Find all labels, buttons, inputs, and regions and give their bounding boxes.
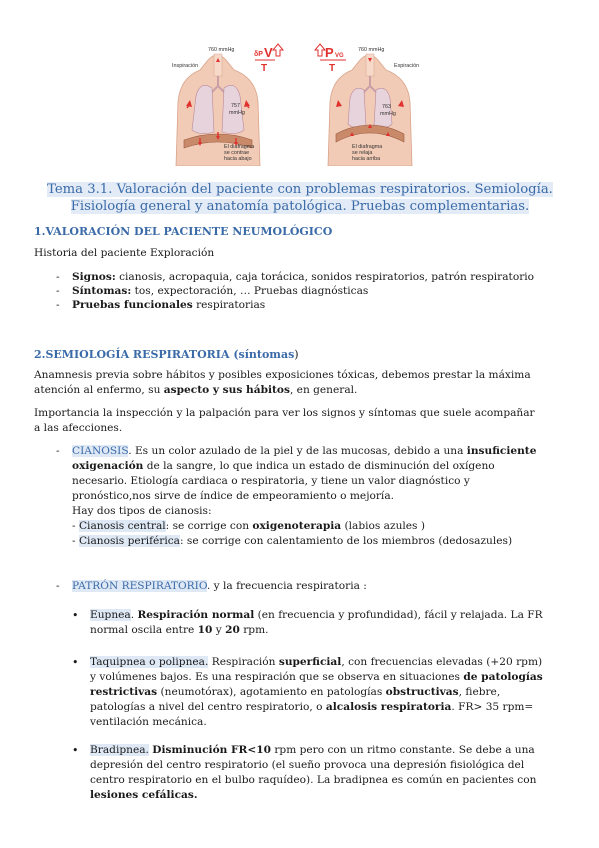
right-formula-sub: VG [335, 53, 344, 59]
expiration-formula [315, 44, 346, 74]
document-title [40, 181, 560, 215]
eupnea-label: Eupnea [90, 609, 131, 621]
patron-respiratorio-block: - PATRÓN RESPIRATORIO. y la frecuencia respiratoria : [56, 580, 367, 592]
left-lung-pressure-unit: mmHg [229, 110, 245, 116]
up-arrow-icon [273, 44, 283, 56]
taquipnea-item: • Taquipnea o polipnea. Respiración superficial, con frecuencias elevadas (+20 rpm) y volúmenes bajos. Es una respiración que se observa en situaciones de patologías restrictivas (neumotórax), agotamiento en patologías obstructivas, fiebre, patologías a nivel del centro respiratorio, o alcalosis respiratoria. FR> 35 rpm= ventilación mecánica. [72, 656, 543, 728]
left-formula-letter: V [264, 45, 273, 60]
section-1-list [56, 270, 534, 312]
cianosis-periferica: - Cianosis periférica: se corrige con calentamiento de los miembros (dedosazules) [72, 535, 513, 547]
left-caption-1: El diafragma [224, 144, 255, 150]
bradipnea-item: • Bradipnea. Disminución FR<10 rpm pero con un ritmo constante. Se debe a una depresión del centro respiratorio (el sueño provoca una depresión fisiológica del centro respiratorio en el bulbo raquídeo). La bradipnea es común en pacientes con lesiones cefálicas. [72, 744, 537, 801]
left-caption-3: hacia abajo [224, 156, 252, 162]
section-2-paragraph-2: Importancia la inspección y la palpación para ver los signos y síntomas que suele acompañar a las afecciones. [34, 407, 535, 434]
section-2-paragraph-1: Anamnesis previa sobre hábitos y posibles exposiciones tóxicas, debemos prestar la máxima atención al enfermo, su aspecto y sus hábitos, en general. [34, 369, 531, 396]
cianosis-central: - Cianosis central: se corrige con oxigenoterapia (labios azules ) [72, 520, 425, 532]
left-formula-prefix: δP [254, 51, 263, 58]
respiration-diagram [170, 40, 428, 166]
right-lung-pressure-unit: mmHg [380, 111, 396, 117]
title-line-1: Tema 3.1. Valoración del paciente con problemas respiratorios. Semiología. [47, 182, 553, 197]
left-pressure-label: 760 mmHg [208, 47, 235, 53]
right-caption-1: El diafragma [352, 144, 383, 150]
section-2-heading: 2.SEMIOLOGÍA RESPIRATORIA (síntomas) [34, 348, 299, 361]
list-item-pruebas: - Pruebas funcionales respiratorias [56, 298, 534, 312]
right-caption-2: se relaja [352, 150, 373, 156]
right-pressure-label: 760 mmHg [358, 47, 385, 53]
left-phase-label: Inspiración [172, 63, 199, 69]
title-line-2: Fisiología general y anatomía patológica. Pruebas complementarias. [70, 199, 530, 214]
respiration-figure [170, 40, 428, 166]
right-caption-3: hacia arriba [352, 156, 381, 162]
right-lung-pressure: 763 [382, 104, 391, 110]
eupnea-item: • Eupnea. Respiración normal (en frecuencia y profundidad), fácil y relajada. La FR normal oscila entre 10 y 20 rpm. [72, 609, 543, 636]
cianosis-block: - CIANOSIS. Es un color azulado de la piel y de las mucosas, debido a una insuficiente oxigenación de la sangre, lo que indica un estado de disminución del oxígeno necesario. Etiología cardiaca o respiratoria, y tiene un valor diagnóstico y pronóstico,nos sirve de índice de empeoramiento o mejoría. Hay dos tipos de cianosis: - Cianosis central: se corrige con oxigenoterapia (labios azules ) - Cianosis periférica: se corrige con calentamiento de los miembros (dedosazules) [56, 444, 566, 549]
inspiration-panel [172, 47, 260, 166]
section-1-heading: 1.VALORACIÓN DEL PACIENTE NEUMOLÓGICO [34, 225, 333, 238]
list-item-sintomas: - Síntomas: tos, expectoración, … Pruebas diagnósticas [56, 284, 534, 298]
left-formula-den: T [261, 63, 268, 74]
right-formula-den: T [329, 63, 336, 74]
cianosis-label: CIANOSIS [72, 445, 129, 457]
up-arrow-icon [315, 44, 325, 56]
right-formula-letter: P [325, 45, 334, 60]
right-phase-label: Expiración [394, 63, 420, 69]
inspiration-formula [254, 44, 283, 74]
list-item-signos: - Signos: cianosis, acropaquia, caja torácica, sonidos respiratorios, patrón respiratorio [56, 270, 534, 284]
section-1-intro: Historia del paciente Exploración [34, 247, 215, 259]
left-caption-2: se contrae [224, 150, 250, 156]
left-lung-pressure: 757 [231, 103, 240, 109]
bradipnea-label: Bradipnea. [90, 744, 149, 756]
expiration-panel [328, 47, 419, 166]
patron-label: PATRÓN RESPIRATORIO [72, 580, 207, 592]
taquipnea-label: Taquipnea o polipnea. [90, 656, 209, 668]
